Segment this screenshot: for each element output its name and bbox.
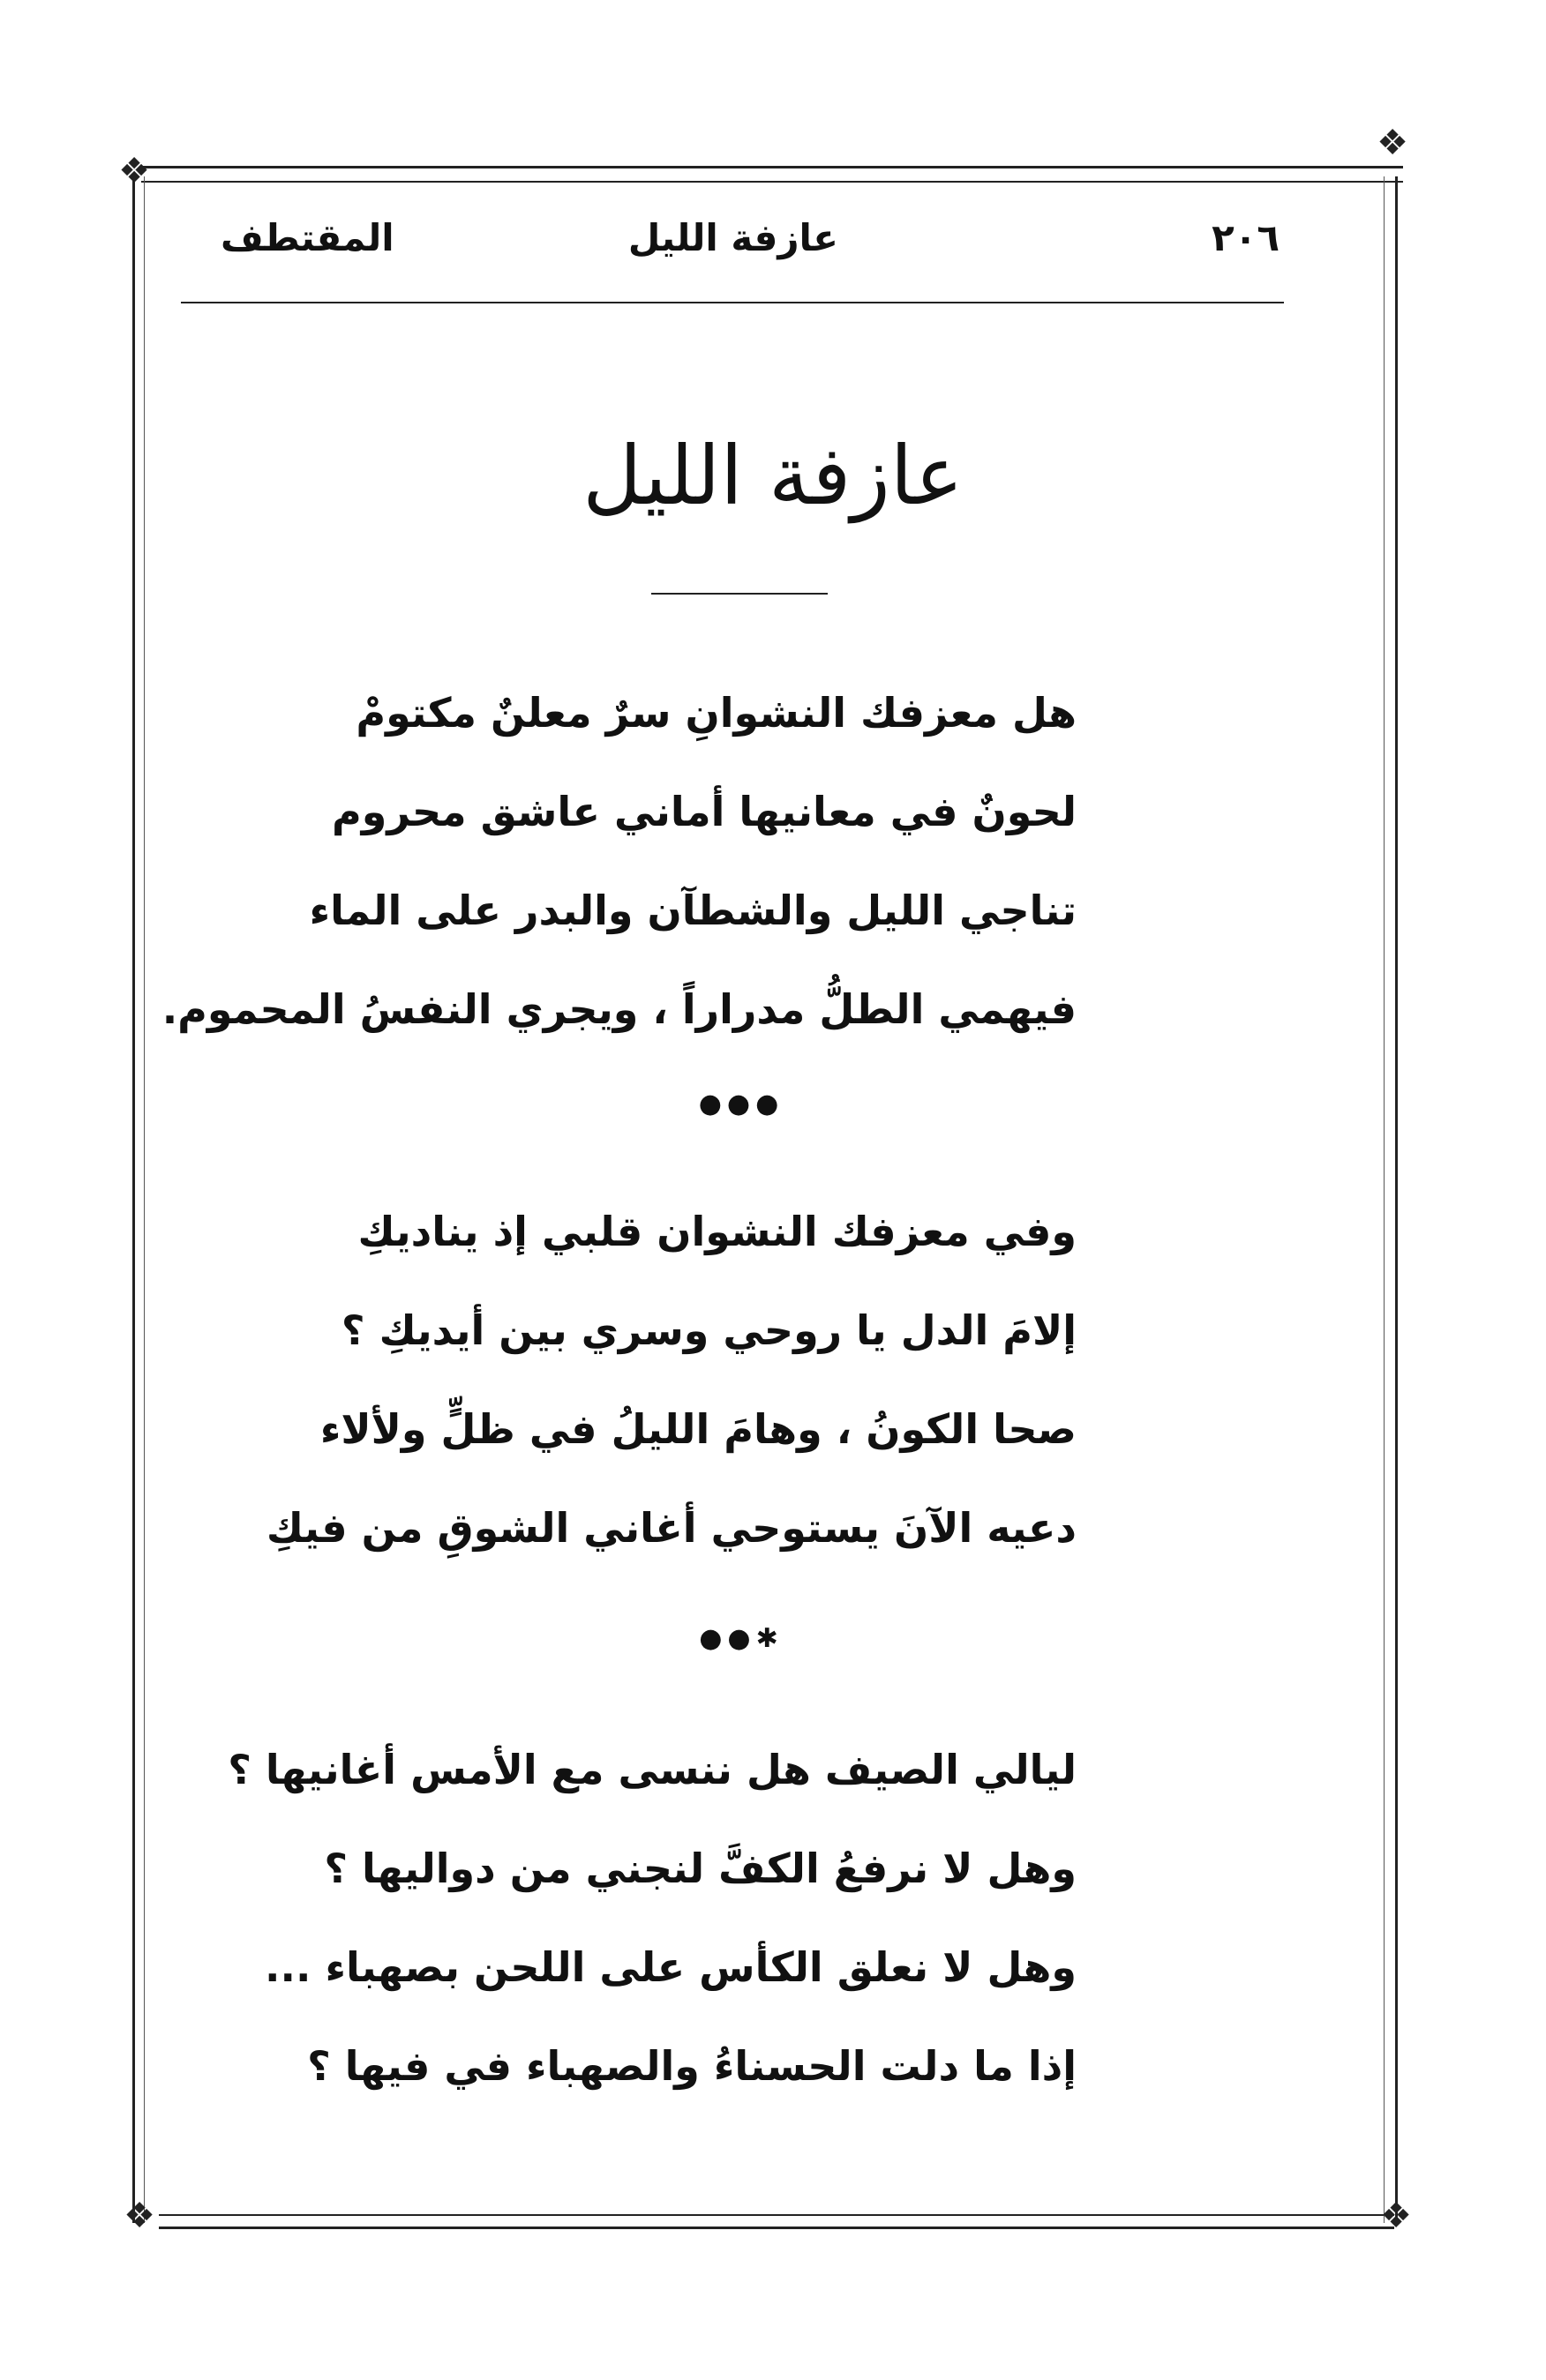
verse-line: صحا الكونُ ، وهامَ الليلُ في ظلٍّ ولألاء [319,1405,1077,1453]
corner-ornament-icon: ❖ [124,2196,155,2236]
title-rule [651,593,828,595]
stanza [161,663,1077,1059]
frame-left-border [132,176,145,2223]
verse-line: دعيه الآنَ يستوحي أغاني الشوقِ من فيكِ [266,1504,1077,1552]
verse-line: وهل لا نرفعُ الكفَّ لنجني من دواليها ؟ [324,1845,1077,1892]
verse-line: لحونٌ في معانيها أماني عاشق محروم [332,788,1077,835]
header-rule [181,302,1284,303]
corner-ornament-icon: ❖ [1380,2196,1412,2236]
frame-right-border [1384,176,1398,2223]
verse-line: تناجي الليل والشطآن والبدر على الماء [309,887,1077,934]
verse-line: فيهمي الطلُّ مدراراً ، ويجري النفسُ المحموم. [161,985,1077,1033]
running-header [221,212,1280,273]
verse-line: إلامَ الدل يا روحي وسري بين أيديكِ ؟ [341,1306,1077,1354]
poem-title: عازفة الليل [582,429,964,523]
verse-line: إذا ما دلت الحسناءُ والصهباء في فيها ؟ [307,2042,1077,2090]
stanza [266,1182,1077,1577]
frame-bottom-border [159,2214,1394,2229]
stanza-separator: ●●● [698,1089,784,1119]
stanza-separator: ●●✱ [699,1623,784,1654]
corner-ornament-icon: ❖ [1377,123,1408,163]
verse-line: ليالي الصيف هل ننسى مع الأمس أغانيها ؟ [228,1746,1077,1793]
verse-line: هل معزفك النشوانِ سرٌ معلنٌ مكتومْ [356,689,1077,737]
corner-ornament-icon: ❖ [118,151,150,191]
verse-line: وفي معزفك النشوان قلبي إذ يناديكِ [357,1208,1077,1255]
verse-line: وهل لا نعلق الكأس على اللحن بصهباء ... [265,1943,1077,1991]
running-title: عازفة الليل [627,216,838,259]
frame-top-border [141,166,1403,183]
stanza [228,1720,1077,2115]
journal-name: المقتطف [221,216,394,259]
page-number: ٢٠٦ [1212,216,1280,259]
